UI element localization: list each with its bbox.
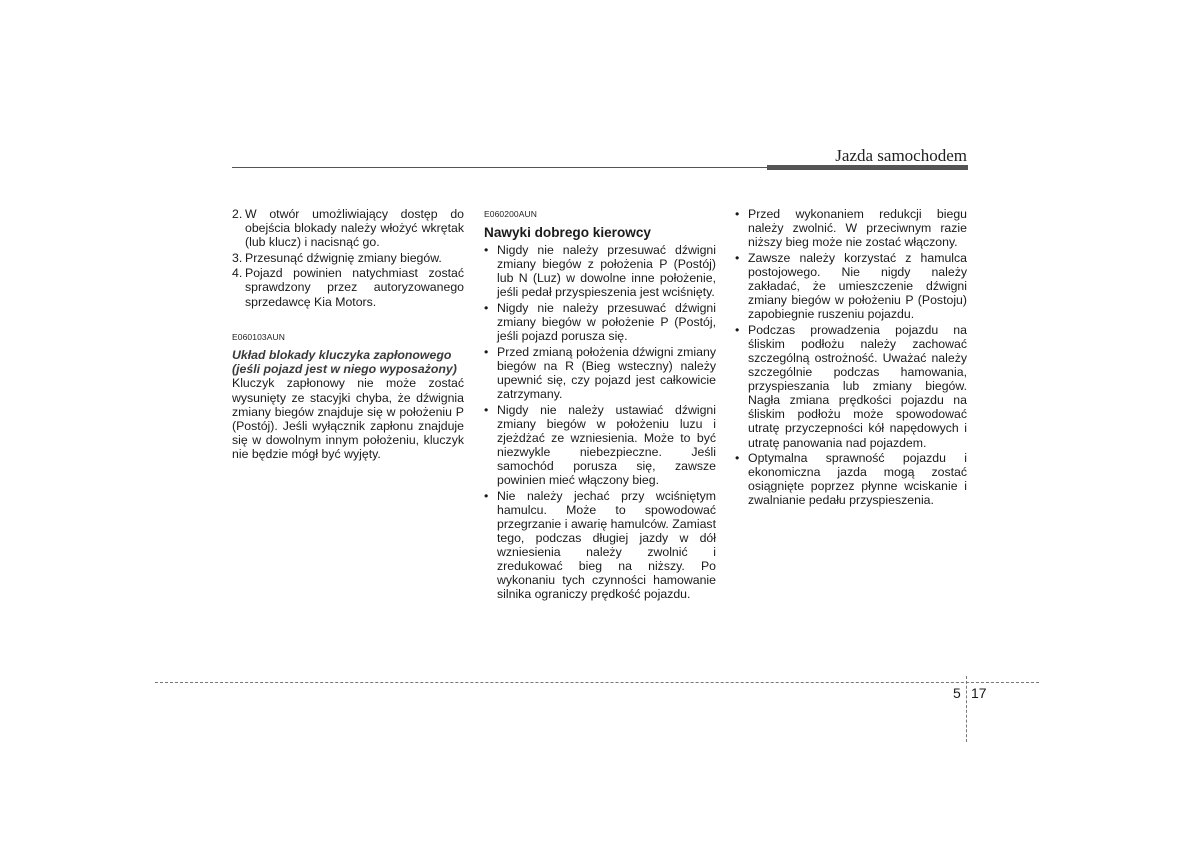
list-item bbox=[735, 251, 967, 321]
list-item-text: Przed zmianą położenia dźwigni zmiany biegów na R (Bieg wsteczny) należy upewnić się, czy pojazd jest całkowicie zatrzymany. bbox=[497, 344, 716, 402]
step-number: 2. bbox=[232, 207, 243, 221]
bullet-icon: • bbox=[484, 243, 489, 258]
list-item bbox=[484, 301, 716, 343]
list-item bbox=[484, 345, 716, 401]
list-item bbox=[735, 451, 967, 507]
list-item bbox=[735, 323, 967, 450]
list-item-text: Optymalna sprawność pojazdu i ekonomiczna jazda mogą zostać osiągnięte poprzez płynne wciskanie i zwalnianie pedału przyspieszenia. bbox=[748, 451, 967, 508]
tips-list bbox=[735, 207, 967, 507]
list-item-text: Podczas prowadzenia pojazdu na śliskim podłożu należy zachować szczególną ostrożność. Uważać należy szczególnie podczas hamowania, przyspieszania lub zmiany biegów. Nagła zmiana prędkości pojazdu na śliskim podłożu może spowodować utratę przyczepności kół napędowych i utratę panowania nad pojazdem. bbox=[748, 322, 967, 450]
list-item bbox=[735, 207, 967, 249]
list-item-text: Przed wykonaniem redukcji biegu należy zwolnić. W przeciwnym razie niższy bieg może nie zostać włączony. bbox=[748, 207, 967, 250]
bullet-icon: • bbox=[735, 322, 740, 337]
list-item bbox=[484, 489, 716, 602]
list-item-text: Nigdy nie należy przesuwać dźwigni zmiany biegów z położenia P (Postój) lub N (Luz) w dowolne inne położenie, jeśli pedał przyspieszenia jest wciśnięty. bbox=[497, 243, 716, 300]
page-number: 17 bbox=[971, 685, 987, 701]
list-item-text: Nigdy nie należy przesuwać dźwigni zmiany biegów w położenie P (Postój, jeśli pojazd porusza się. bbox=[497, 300, 716, 344]
section-code: E060103AUN bbox=[232, 332, 285, 343]
list-item-text: Nigdy nie należy ustawiać dźwigni zmiany biegów w położeniu luzu i zjeżdżać ze wzniesienia. Może to być niezwykle niebezpieczne. Jeśli samochód porusza się, zawsze powinien mieć włączony bieg. bbox=[497, 402, 716, 488]
running-header-title: Jazda samochodem bbox=[835, 146, 967, 165]
section-code: E060200AUN bbox=[484, 209, 537, 219]
bullet-icon: • bbox=[735, 250, 740, 265]
step-item bbox=[232, 251, 464, 265]
bullet-icon: • bbox=[484, 402, 489, 417]
list-item-text: Nie należy jechać przy wciśniętym hamulcu. Może to spowodować przegrzanie i awarię hamulców. Zamiast tego, podczas długiej jazdy w dół wzniesienia należy zwolnić i zredukować bieg na niższy. Po wykonaniu tych czynności hamowanie silnika ograniczy prędkość pojazdu. bbox=[497, 488, 716, 602]
step-item bbox=[232, 266, 464, 308]
column-left bbox=[232, 207, 464, 461]
step-number: 3. bbox=[232, 250, 243, 265]
footer-divider bbox=[966, 676, 967, 742]
step-item bbox=[232, 207, 464, 249]
bullet-icon: • bbox=[735, 207, 740, 221]
procedure-steps bbox=[232, 207, 464, 309]
chapter-number: 5 bbox=[953, 685, 961, 701]
section-heading: Nawyki dobrego kierowcy bbox=[484, 225, 651, 241]
bullet-icon: • bbox=[484, 488, 489, 503]
list-item-text: Zawsze należy korzystać z hamulca postojowego. Nie nigdy należy zakładać, że umieszczenie dźwigni zmiany biegów w położeniu P (Postoju) zapobiegnie ruszeniu pojazdu. bbox=[748, 250, 967, 322]
step-text: Pojazd powinien natychmiast zostać sprawdzony przez autoryzowanego sprzedawcę Kia Motors. bbox=[245, 266, 464, 309]
footer-rule bbox=[155, 682, 1039, 683]
section-subheading: Układ blokady kluczyka zapłonowego (jeśli pojazd jest w niego wyposażony) bbox=[232, 348, 457, 377]
step-number: 4. bbox=[232, 266, 243, 281]
header-rule bbox=[232, 167, 767, 168]
body-paragraph: Kluczyk zapłonowy nie może zostać wysunięty ze stacyjki chyba, że dźwignia zmiany biegów znajduje się w położeniu P (Postój). Jeśli wyłącznik zapłonu znajduje się w dowolnym innym położeniu, kluczyk nie będzie mógł być wyjęty. bbox=[232, 376, 464, 461]
bullet-icon: • bbox=[735, 451, 740, 466]
list-item bbox=[484, 403, 716, 488]
column-right bbox=[735, 207, 967, 509]
list-item bbox=[484, 243, 716, 299]
bullet-icon: • bbox=[484, 344, 489, 359]
header-accent-bar bbox=[767, 165, 968, 170]
bullet-icon: • bbox=[484, 300, 489, 315]
tips-list bbox=[484, 243, 716, 601]
step-text: W otwór umożliwiający dostęp do obejścia blokady należy włożyć wkrętak (lub klucz) i nacisnąć go. bbox=[245, 207, 464, 250]
step-text: Przesunąć dźwignię zmiany biegów. bbox=[245, 250, 442, 265]
column-middle bbox=[484, 207, 716, 603]
